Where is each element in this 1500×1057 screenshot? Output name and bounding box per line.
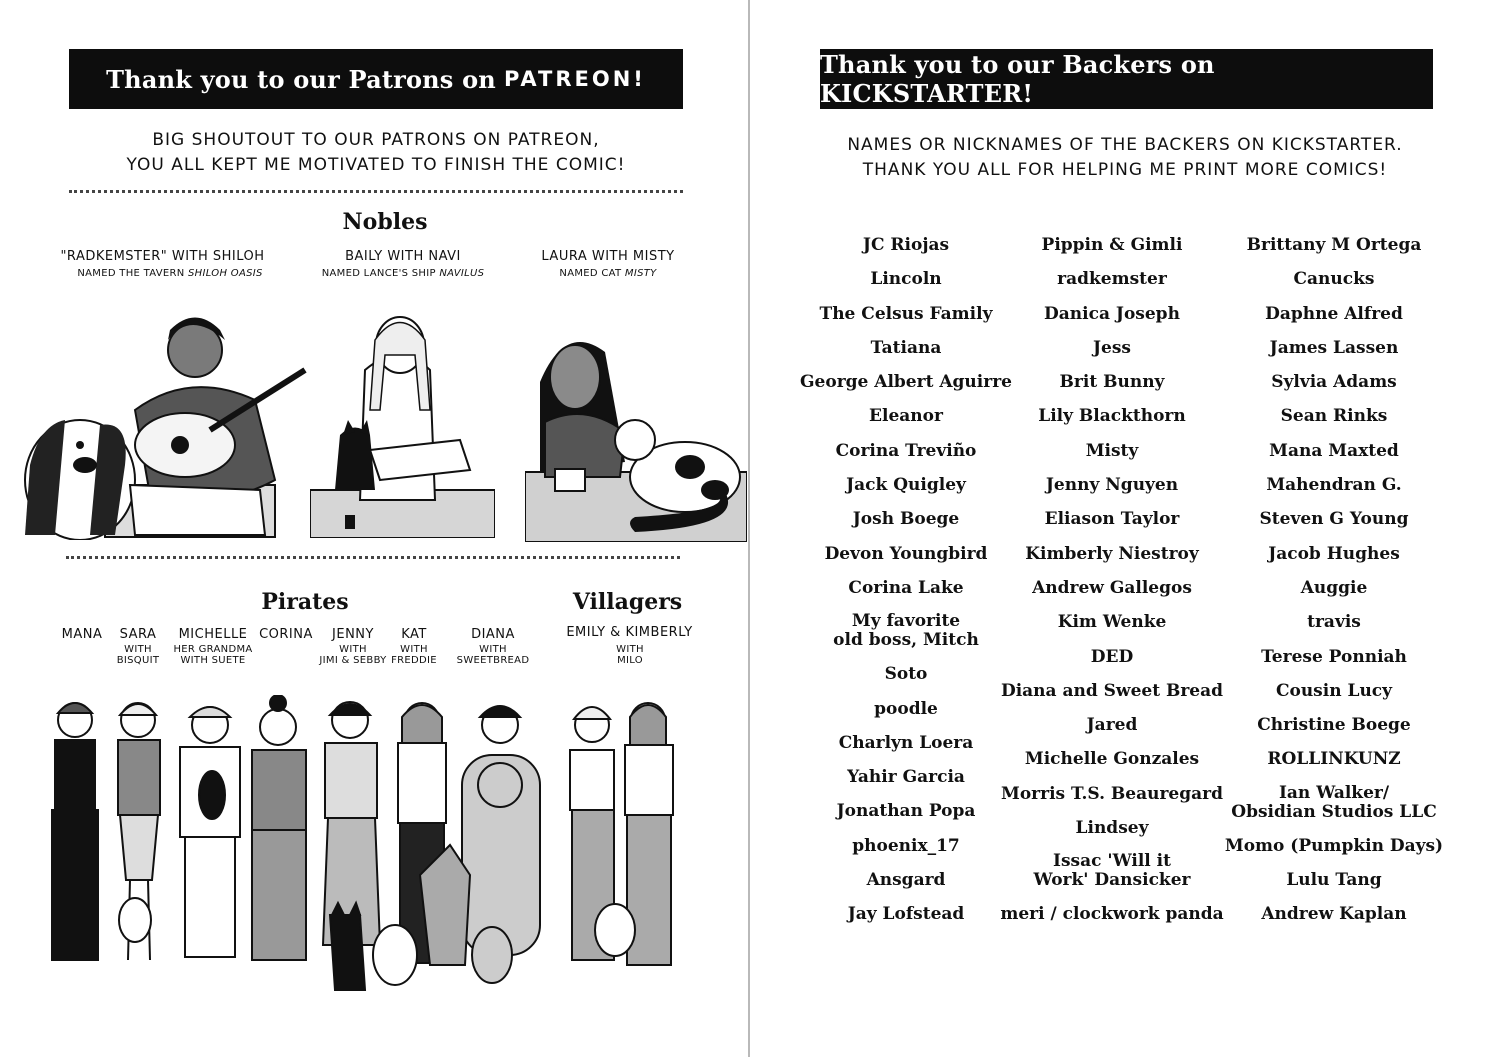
backer-name-line: DED: [1090, 646, 1134, 667]
backer-name-line: The Celsus Family: [819, 303, 993, 324]
backer-name-line: Daphne Alfred: [1265, 303, 1403, 324]
patreon-logo-text: PATREON!: [503, 67, 646, 91]
backer-name: [786, 662, 1026, 696]
backer-column: [1214, 233, 1454, 937]
backer-name-line: Steven G Young: [1259, 509, 1409, 530]
pirate-note: [453, 644, 533, 666]
guitar-player-with-dog-illustration: [20, 305, 310, 540]
backer-name-line: travis: [1307, 612, 1361, 633]
backer-name: [992, 782, 1232, 816]
noble-note: [527, 268, 689, 279]
backer-name: [786, 404, 1026, 438]
pirate-name: KAT: [401, 627, 427, 642]
backer-name-line: ROLLINKUNZ: [1267, 749, 1401, 770]
pirate-note-line: WITH: [124, 644, 152, 655]
pirate-note-line: WITH: [339, 644, 367, 655]
pirate-name: MANA: [61, 627, 103, 642]
backer-name: [992, 267, 1232, 301]
backer-name-line: Terese Ponniah: [1261, 646, 1407, 667]
backer-name: [786, 370, 1026, 404]
backer-name: [1214, 336, 1454, 370]
backer-name-line: Corina Treviño: [835, 440, 977, 461]
backer-name: [786, 697, 1026, 731]
pirate-note: [108, 644, 168, 666]
backer-name-line: Jay Lofstead: [847, 904, 965, 925]
backer-name: [1214, 473, 1454, 507]
backer-name: [1214, 576, 1454, 610]
backer-name-line: Misty: [1085, 440, 1139, 461]
villager-name: EMILY & KIMBERLY: [566, 625, 693, 640]
backer-name: [786, 542, 1026, 576]
backer-name: [992, 679, 1232, 713]
villager-note-line: MILO: [617, 655, 643, 666]
backer-name-line: Corina Lake: [848, 577, 964, 598]
noble-name: LAURA WITH MISTY: [541, 249, 675, 264]
backer-name: [992, 302, 1232, 336]
backer-name-line: phoenix_17: [852, 835, 960, 856]
patreon-banner: [69, 49, 683, 109]
reader-with-cat-illustration: [310, 310, 495, 538]
backer-name-line: Morris T.S. Beauregard: [1001, 783, 1223, 804]
backer-name: [1214, 645, 1454, 679]
backer-name-line: Christine Boege: [1257, 715, 1411, 736]
backer-name-line: radkemster: [1057, 269, 1167, 290]
backer-name: [992, 542, 1232, 576]
pirate-note: [168, 644, 258, 666]
backer-column: [992, 233, 1232, 937]
backer-name: [992, 816, 1232, 850]
backer-name-line: Cousin Lucy: [1275, 680, 1393, 701]
backer-name: [1214, 679, 1454, 713]
pirate-note-line: HER GRANDMA: [173, 644, 253, 655]
pirate-note-line: WITH SUETE: [180, 655, 246, 666]
backer-name-line: My favorite: [851, 611, 961, 632]
backer-name-line: Mana Maxted: [1269, 440, 1399, 461]
noble-note: [50, 268, 290, 279]
backer-name: [992, 645, 1232, 679]
backer-name: [1214, 439, 1454, 473]
backer-name-line: Momo (Pumpkin Days): [1224, 835, 1444, 856]
backer-name: [786, 302, 1026, 336]
patreon-banner-text: Thank you to our Patrons on: [106, 64, 496, 94]
backer-name-line: James Lassen: [1269, 337, 1399, 358]
kickstarter-intro: [810, 133, 1440, 183]
backer-name: [786, 610, 1026, 662]
backer-name-line: Work' Dansicker: [1033, 870, 1191, 891]
backer-name-line: meri / clockwork panda: [1000, 904, 1224, 925]
backer-name-line: Tatiana: [870, 337, 942, 358]
backer-name-line: Mahendran G.: [1266, 475, 1402, 496]
backer-name-line: Ian Walker/: [1278, 782, 1390, 803]
noble-note-text: NAMED CAT: [559, 268, 625, 279]
tier-title-pirates: Pirates: [261, 589, 349, 615]
pirate-note-line: WITH: [479, 644, 507, 655]
backer-name: [992, 902, 1232, 936]
dotted-divider: [69, 190, 683, 193]
backer-name-line: George Albert Aguirre: [800, 372, 1012, 393]
kickstarter-banner: [820, 49, 1433, 109]
backer-name-line: Charlyn Loera: [838, 732, 974, 753]
noble-name: "RADKEMSTER" WITH SHILOH: [60, 249, 265, 264]
backer-name-line: Lindsey: [1075, 818, 1149, 839]
pirates-and-villagers-group-illustration: [30, 695, 700, 995]
kickstarter-intro-line: THANK YOU ALL FOR HELPING ME PRINT MORE COMICS!: [862, 160, 1388, 180]
patreon-page: [0, 0, 748, 1057]
backer-name-line: Sylvia Adams: [1271, 372, 1397, 393]
backer-name: [786, 473, 1026, 507]
backer-name: [992, 747, 1232, 781]
noble-note-text: NAMED LANCE'S SHIP: [321, 268, 440, 279]
backer-name: [992, 507, 1232, 541]
backer-name-line: Soto: [884, 664, 928, 685]
backer-name-line: Andrew Gallegos: [1032, 577, 1192, 598]
backer-name-line: Eliason Taylor: [1044, 509, 1180, 530]
pirate-name: DIANA: [471, 627, 515, 642]
patreon-intro: [69, 128, 683, 178]
backer-name: [1214, 302, 1454, 336]
backer-name-line: Lulu Tang: [1286, 870, 1382, 891]
backer-name-line: Eleanor: [869, 406, 943, 427]
tier-title-villagers: Villagers: [572, 589, 683, 615]
backer-name-line: Jenny Nguyen: [1045, 475, 1179, 496]
backer-name-line: Canucks: [1293, 269, 1375, 290]
backer-name: [1214, 267, 1454, 301]
backer-name-line: Jacob Hughes: [1268, 543, 1400, 564]
backer-name: [1214, 404, 1454, 438]
patreon-intro-line: BIG SHOUTOUT TO OUR PATRONS ON PATREON,: [152, 130, 600, 150]
backer-name-line: Auggie: [1300, 577, 1368, 598]
noble-name: BAILY WITH NAVI: [345, 249, 461, 264]
kickstarter-intro-line: NAMES OR NICKNAMES OF THE BACKERS ON KICKSTARTER.: [847, 135, 1403, 155]
pirate-note-line: WITH: [400, 644, 428, 655]
backer-name-line: Danica Joseph: [1044, 303, 1180, 324]
backer-name: [786, 576, 1026, 610]
patreon-intro-line: YOU ALL KEPT ME MOTIVATED TO FINISH THE COMIC!: [126, 155, 626, 175]
backer-name: [992, 610, 1232, 644]
backer-name: [786, 267, 1026, 301]
backer-name: [1214, 507, 1454, 541]
backer-name: [786, 868, 1026, 902]
backer-name-line: Diana and Sweet Bread: [1000, 680, 1224, 701]
pirate-note: [388, 644, 440, 666]
backer-name-line: old boss, Mitch: [833, 630, 979, 651]
backer-name: [1214, 782, 1454, 834]
backer-name: [786, 902, 1026, 936]
noble-note-italic: NAVILUS: [439, 268, 485, 279]
pirate-name: JENNY: [332, 627, 374, 642]
backer-name-line: Andrew Kaplan: [1261, 904, 1407, 925]
backer-name-line: Jess: [1092, 337, 1131, 358]
pirate-name: SARA: [119, 627, 157, 642]
backer-name: [1214, 834, 1454, 868]
backer-name: [1214, 747, 1454, 781]
pirate-note-line: BISQUIT: [116, 655, 160, 666]
pirate-note: [313, 644, 393, 666]
backer-name-line: Lily Blackthorn: [1038, 406, 1186, 427]
noble-note: [308, 268, 498, 279]
backer-name: [786, 336, 1026, 370]
backer-name-line: Michelle Gonzales: [1024, 749, 1200, 770]
backer-name-line: Yahir Garcia: [847, 767, 965, 788]
pirate-note-line: FREDDIE: [391, 655, 437, 666]
backer-name: [786, 765, 1026, 799]
tier-title-nobles: Nobles: [342, 209, 428, 235]
pirate-note-line: JIMI & SEBBY: [319, 655, 387, 666]
backer-name-line: Kim Wenke: [1057, 612, 1167, 633]
backer-name-line: Jared: [1086, 715, 1138, 736]
pirate-note-line: SWEETBREAD: [456, 655, 530, 666]
backer-name: [992, 473, 1232, 507]
backer-name: [992, 336, 1232, 370]
kickstarter-page: [750, 0, 1500, 1057]
backer-name-line: Brit Bunny: [1059, 372, 1165, 393]
pirate-name: CORINA: [259, 627, 313, 642]
backer-name: [786, 507, 1026, 541]
backer-name-line: Kimberly Niestroy: [1025, 543, 1199, 564]
pirate-name: MICHELLE: [178, 627, 248, 642]
backer-name-line: JC Riojas: [862, 235, 950, 255]
backer-name-line: Jack Quigley: [846, 475, 966, 496]
backer-name: [1214, 542, 1454, 576]
backer-name: [992, 713, 1232, 747]
backer-name: [1214, 902, 1454, 936]
backer-name-line: Sean Rinks: [1280, 406, 1388, 427]
backer-name-line: Brittany M Ortega: [1246, 235, 1422, 255]
backer-name-line: Pippin & Gimli: [1041, 235, 1183, 255]
backer-name: [786, 834, 1026, 868]
backer-name: [1214, 868, 1454, 902]
backer-name: [786, 439, 1026, 473]
woman-with-cat-illustration: [525, 322, 747, 542]
backer-name-line: Josh Boege: [852, 509, 960, 530]
noble-note-italic: MISTY: [624, 268, 657, 279]
backer-name: [992, 233, 1232, 267]
backer-name: [1214, 713, 1454, 747]
villager-note: [600, 644, 660, 666]
backer-name: [786, 233, 1026, 267]
backer-name-line: poodle: [874, 698, 938, 719]
backer-name-line: Ansgard: [866, 870, 946, 891]
backer-name: [786, 799, 1026, 833]
backer-name-line: Issac 'Will it: [1053, 851, 1171, 872]
backer-column: [786, 233, 1026, 937]
kickstarter-banner-text: Thank you to our Backers on KICKSTARTER!: [820, 50, 1215, 108]
backer-name: [786, 731, 1026, 765]
villager-note-line: WITH: [616, 644, 644, 655]
backer-name-line: Devon Youngbird: [824, 543, 988, 564]
noble-note-text: NAMED THE TAVERN: [77, 268, 189, 279]
backer-name: [992, 576, 1232, 610]
backer-name-line: Lincoln: [870, 269, 942, 290]
backer-name: [992, 404, 1232, 438]
backer-name: [1214, 370, 1454, 404]
backer-name: [992, 850, 1232, 902]
noble-note-italic: SHILOH OASIS: [188, 268, 263, 279]
backer-name: [1214, 610, 1454, 644]
backer-name-line: Jonathan Popa: [836, 801, 976, 822]
backer-name: [992, 439, 1232, 473]
dotted-divider: [66, 556, 680, 559]
backer-name: [992, 370, 1232, 404]
backer-name-line: Obsidian Studios LLC: [1231, 801, 1437, 822]
backer-name: [1214, 233, 1454, 267]
